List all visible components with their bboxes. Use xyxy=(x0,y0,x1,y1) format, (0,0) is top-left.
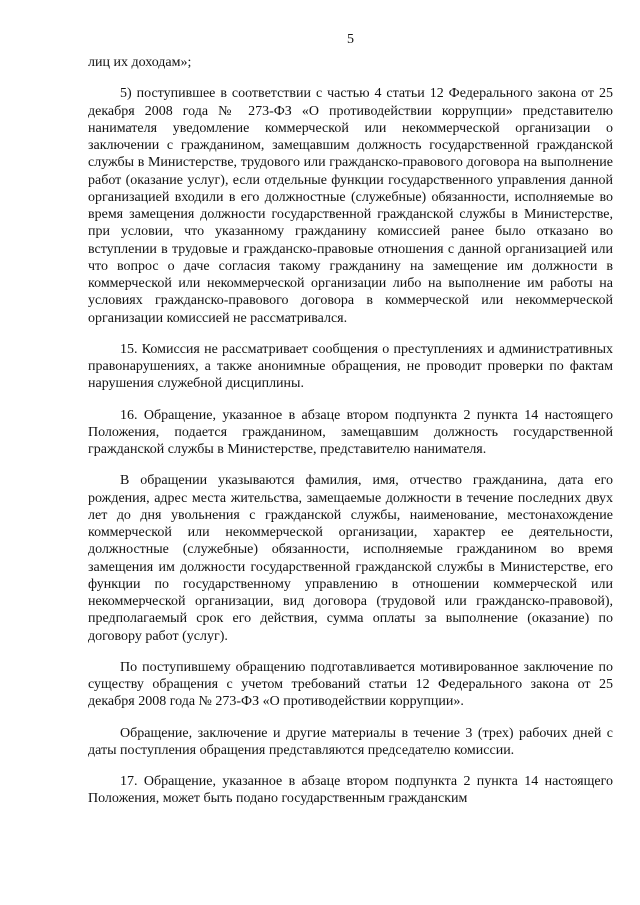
paragraph-continuation: лиц их доходам»; xyxy=(88,55,192,70)
paragraph-appeal-contents: В обращении указываются фамилия, имя, отчество гражданина, дата его рождения, адрес места жительства, замещаемые должности в течение последних двух лет до дня увольнения с гражданской службы, наименование, местонахождение коммерческой или некоммерческой организации, характер ее деятельности, должностные (служебные) обязанности, исполняемые гражданином во время замещения им должности государственной гражданской службы в Министерстве, его функции по государственному управлению в отношении коммерческой или некоммерческой организации, вид договора (трудовой или гражданско-правовой), предполагаемый срок его действия, сумма оплаты за выполнение (оказание) по договору работ (услуг). xyxy=(88,473,613,644)
paragraph-item-16: 16. Обращение, указанное в абзаце втором подпункта 2 пункта 14 настоящего Положения, подается гражданином, замещавшим должность государственной гражданской службы в Министерстве, представителю нанимателя. xyxy=(88,407,613,457)
paragraph-item-15: 15. Комиссия не рассматривает сообщения о преступлениях и административных правонарушениях, а также анонимные обращения, не проводит проверки по фактам нарушения служебной дисциплины. xyxy=(88,341,613,392)
document-page xyxy=(88,30,613,808)
paragraph-conclusion: По поступившему обращению подготавливается мотивированное заключение по существу обращения с учетом требований статьи 12 Федерального закона от 25 декабря 2008 года № 273-ФЗ «О противодействии коррупции». xyxy=(88,659,613,710)
paragraph-materials: Обращение, заключение и другие материалы в течение 3 (трех) рабочих дней с даты поступления обращения представляются председателю комиссии. xyxy=(88,725,613,758)
paragraph-item-17: 17. Обращение, указанное в абзаце втором подпункта 2 пункта 14 настоящего Положения, может быть подано государственным гражданским xyxy=(88,774,613,807)
paragraph-subitem-5: 5) поступившее в соответствии с частью 4 статьи 12 Федерального закона от 25 декабря 2008 года № 273-ФЗ «О противодействии коррупции» представителю нанимателя уведомление коммерческой или некоммерческой организации о заключении с гражданином, замещавшим должность государственной гражданской службы в Министерстве, трудового или гражданско-правового договора на выполнение работ (оказание услуг), если отдельные функции государственного управления данной организацией входили в его должностные (служебные) обязанности, исполняемые во время замещения должности государственной гражданской службы в Министерстве, при условии, что указанному гражданину комиссией ранее было отказано во вступлении в трудовые и гражданско-правовые отношения с данной организацией или что вопрос о даче согласия такому гражданину на замещение им должности в коммерческой или некоммерческой организации либо на выполнение им работы на условиях гражданско-правового договора в коммерческой или некоммерческой организации комиссией не рассматривался. xyxy=(88,86,613,326)
page-number: 5 xyxy=(347,32,354,47)
